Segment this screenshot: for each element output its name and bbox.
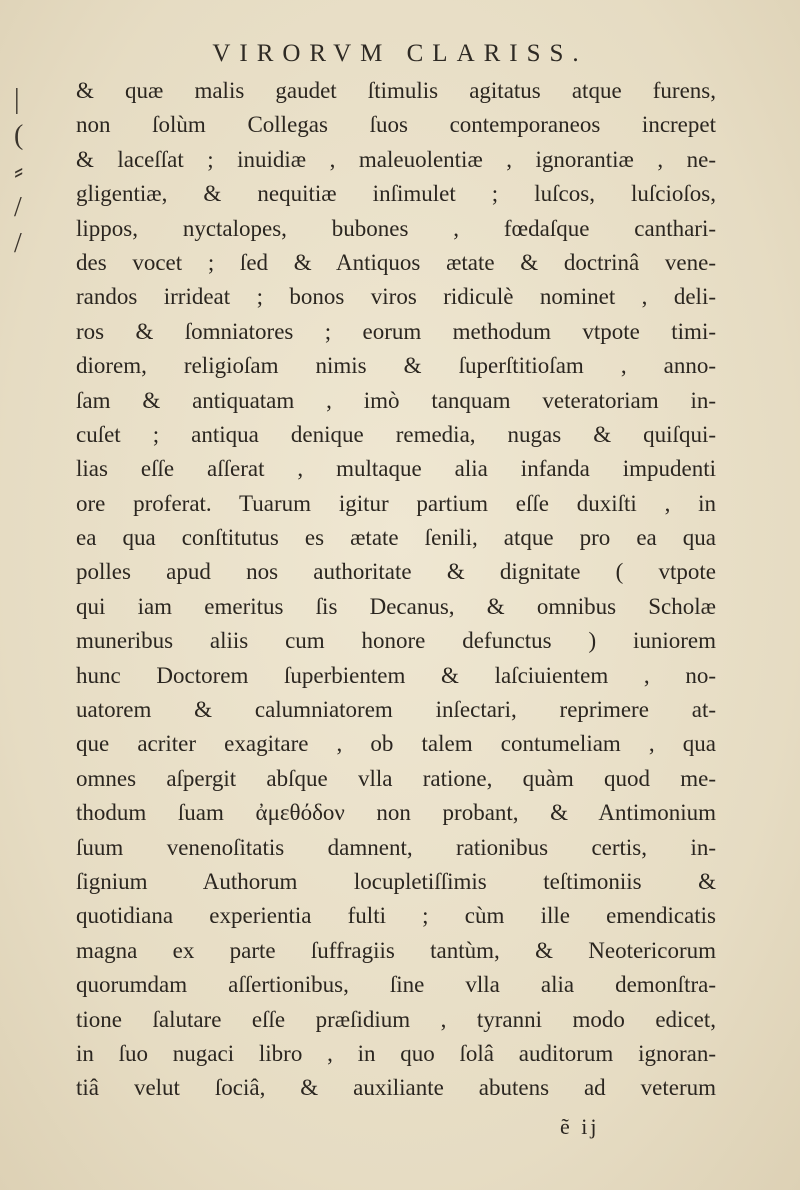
text-line: cuſet ; antiqua denique remedia, nugas & quiſqui-	[76, 421, 716, 447]
text-line: omnes aſpergit abſque vlla ratione, quàm quod me-	[76, 765, 716, 791]
text-line: lippos, nyctalopes, bubones , fœdaſque canthari-	[76, 215, 716, 241]
margin-mark: /	[14, 192, 22, 223]
text-line: randos irrideat ; bonos viros ridiculè nominet , deli-	[76, 284, 716, 310]
text-line: tiâ velut ſociâ, & auxiliante abutens ad veterum	[76, 1075, 716, 1101]
text-line: ore proferat. Tuarum igitur partium eſſe duxiſti , in	[76, 490, 716, 516]
signature-mark: ẽ ij	[560, 1114, 600, 1139]
text-line: in ſuo nugaci libro , in quo ſolâ auditorum ignoran-	[76, 1040, 716, 1066]
text-line: diorem, religioſam nimis & ſuperſtitioſam , anno-	[76, 353, 716, 379]
text-line: que acriter exagitare , ob talem contumeliam , qua	[76, 731, 716, 757]
text-line: & quæ malis gaudet ſtimulis agitatus atque furens,	[76, 78, 716, 103]
text-line: non ſolùm Collegas ſuos contemporaneos increpet	[76, 112, 716, 138]
text-line: & laceſſat ; inuidiæ , maleuolentiæ , ignorantiæ , ne-	[76, 146, 716, 172]
text-line: ſignium Authorum locupletiſſimis teſtimoniis &	[76, 868, 716, 894]
text-line: ros & ſomniatores ; eorum methodum vtpote timi-	[76, 318, 716, 344]
margin-annotations	[14, 82, 64, 262]
text-line: lias eſſe aſſerat , multaque alia infanda impudenti	[76, 456, 716, 482]
text-line: tione ſalutare eſſe præſidium , tyranni modo edicet,	[76, 1006, 716, 1032]
margin-mark: ⸗	[14, 156, 24, 187]
body-text	[76, 74, 716, 1106]
text-line: polles apud nos authoritate & dignitate ( vtpote	[76, 559, 716, 585]
margin-mark: /	[14, 228, 22, 259]
text-line: quotidiana experientia fulti ; cùm ille emendicatis	[76, 903, 716, 929]
text-line: quorumdam aſſertionibus, ſine vlla alia demonſtra-	[76, 972, 716, 998]
text-line: muneribus aliis cum honore defunctus ) iuniorem	[76, 628, 716, 654]
text-line: uatorem & calumniatorem inſectari, reprimere at-	[76, 697, 716, 723]
text-line: ſam & antiquatam , imò tanquam veteratoriam in-	[76, 387, 716, 413]
text-line: gligentiæ, & nequitiæ inſimulet ; luſcos, luſcioſos,	[76, 181, 716, 207]
text-line: qui iam emeritus ſis Decanus, & omnibus Scholæ	[76, 593, 716, 619]
margin-mark: (	[14, 120, 24, 151]
text-line: ea qua conſtitutus es ætate ſenili, atque pro ea qua	[76, 525, 716, 551]
text-line: ſuum venenoſitatis damnent, rationibus certis, in-	[76, 834, 716, 860]
text-line: des vocet ; ſed & Antiquos ætate & doctrinâ vene-	[76, 249, 716, 275]
text-line: thodum ſuam ἀμεθόδον non probant, & Antimonium	[76, 800, 716, 826]
text-line: hunc Doctorem ſuperbientem & laſciuientem , no-	[76, 662, 716, 688]
margin-mark: |	[14, 84, 20, 115]
text-line: magna ex parte ſuffragiis tantùm, & Neotericorum	[76, 937, 716, 963]
running-head: VIRORVM CLARISS.	[212, 40, 588, 67]
